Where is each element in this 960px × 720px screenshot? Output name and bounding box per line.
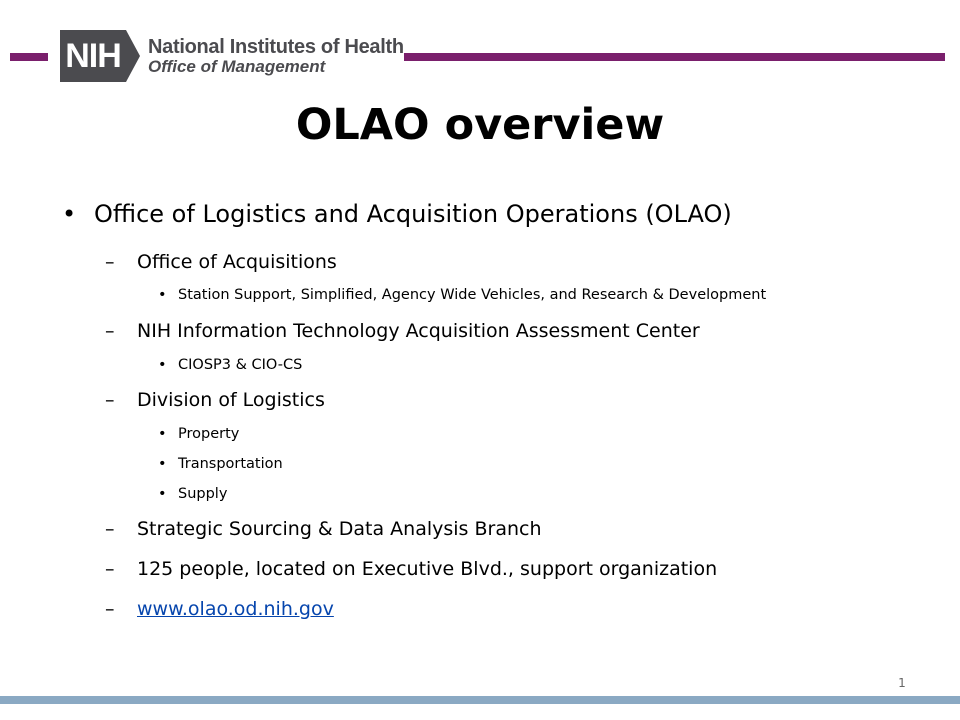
bullet-icon: • <box>158 456 167 472</box>
sub-bullet-nitaac <box>105 320 700 342</box>
logo-mark-text: NIH <box>65 36 121 75</box>
sub-bullet-text: Strategic Sourcing & Data Analysis Branch <box>137 518 542 540</box>
sub-bullet-text: 125 people, located on Executive Blvd., support organization <box>137 558 718 580</box>
dash-icon: – <box>105 320 115 342</box>
detail-text: Station Support, Simplified, Agency Wide Vehicles, and Research & Development <box>178 287 767 303</box>
sub-bullet-website <box>105 598 334 620</box>
detail-property <box>158 426 239 442</box>
dash-icon: – <box>105 598 115 620</box>
detail-text: CIOSP3 & CIO-CS <box>178 357 303 373</box>
logo-chevron-icon <box>126 30 140 82</box>
nih-logo <box>60 28 404 84</box>
org-name: National Institutes of Health <box>148 35 404 58</box>
bullet-icon: • <box>158 426 167 442</box>
detail-text: Property <box>178 426 240 442</box>
detail-ciosp3 <box>158 357 302 373</box>
sub-bullet-text: NIH Information Technology Acquisition Assessment Center <box>137 320 700 342</box>
header-accent-bar-right <box>395 53 945 61</box>
bullet-icon: • <box>158 287 167 303</box>
sub-bullet-office-of-acquisitions <box>105 251 337 273</box>
sub-bullet-text: Division of Logistics <box>137 389 325 411</box>
detail-station-support <box>158 287 766 303</box>
header-accent-bar-left <box>10 53 48 61</box>
bullet-icon: • <box>158 357 167 373</box>
olao-website-link[interactable]: www.olao.od.nih.gov <box>137 598 334 620</box>
detail-transportation <box>158 456 283 472</box>
dash-icon: – <box>105 558 115 580</box>
logo-text <box>148 36 404 77</box>
office-name: Office of Management <box>148 56 326 76</box>
footer-bar <box>0 696 960 704</box>
detail-supply <box>158 486 227 502</box>
dash-icon: – <box>105 389 115 411</box>
detail-text: Supply <box>178 486 228 502</box>
page-number: 1 <box>898 676 906 690</box>
dash-icon: – <box>105 251 115 273</box>
dash-icon: – <box>105 518 115 540</box>
sub-bullet-text: Office of Acquisitions <box>137 251 337 273</box>
sub-bullet-strategic-sourcing <box>105 518 542 540</box>
bullet-text: Office of Logistics and Acquisition Operations (OLAO) <box>94 200 732 228</box>
slide-title: OLAO overview <box>295 100 665 150</box>
bullet-olao <box>62 200 732 228</box>
nih-logo-mark <box>60 30 126 82</box>
sub-bullet-people <box>105 558 717 580</box>
bullet-icon: • <box>158 486 167 502</box>
sub-bullet-division-of-logistics <box>105 389 325 411</box>
detail-text: Transportation <box>178 456 283 472</box>
bullet-icon: • <box>62 200 77 228</box>
